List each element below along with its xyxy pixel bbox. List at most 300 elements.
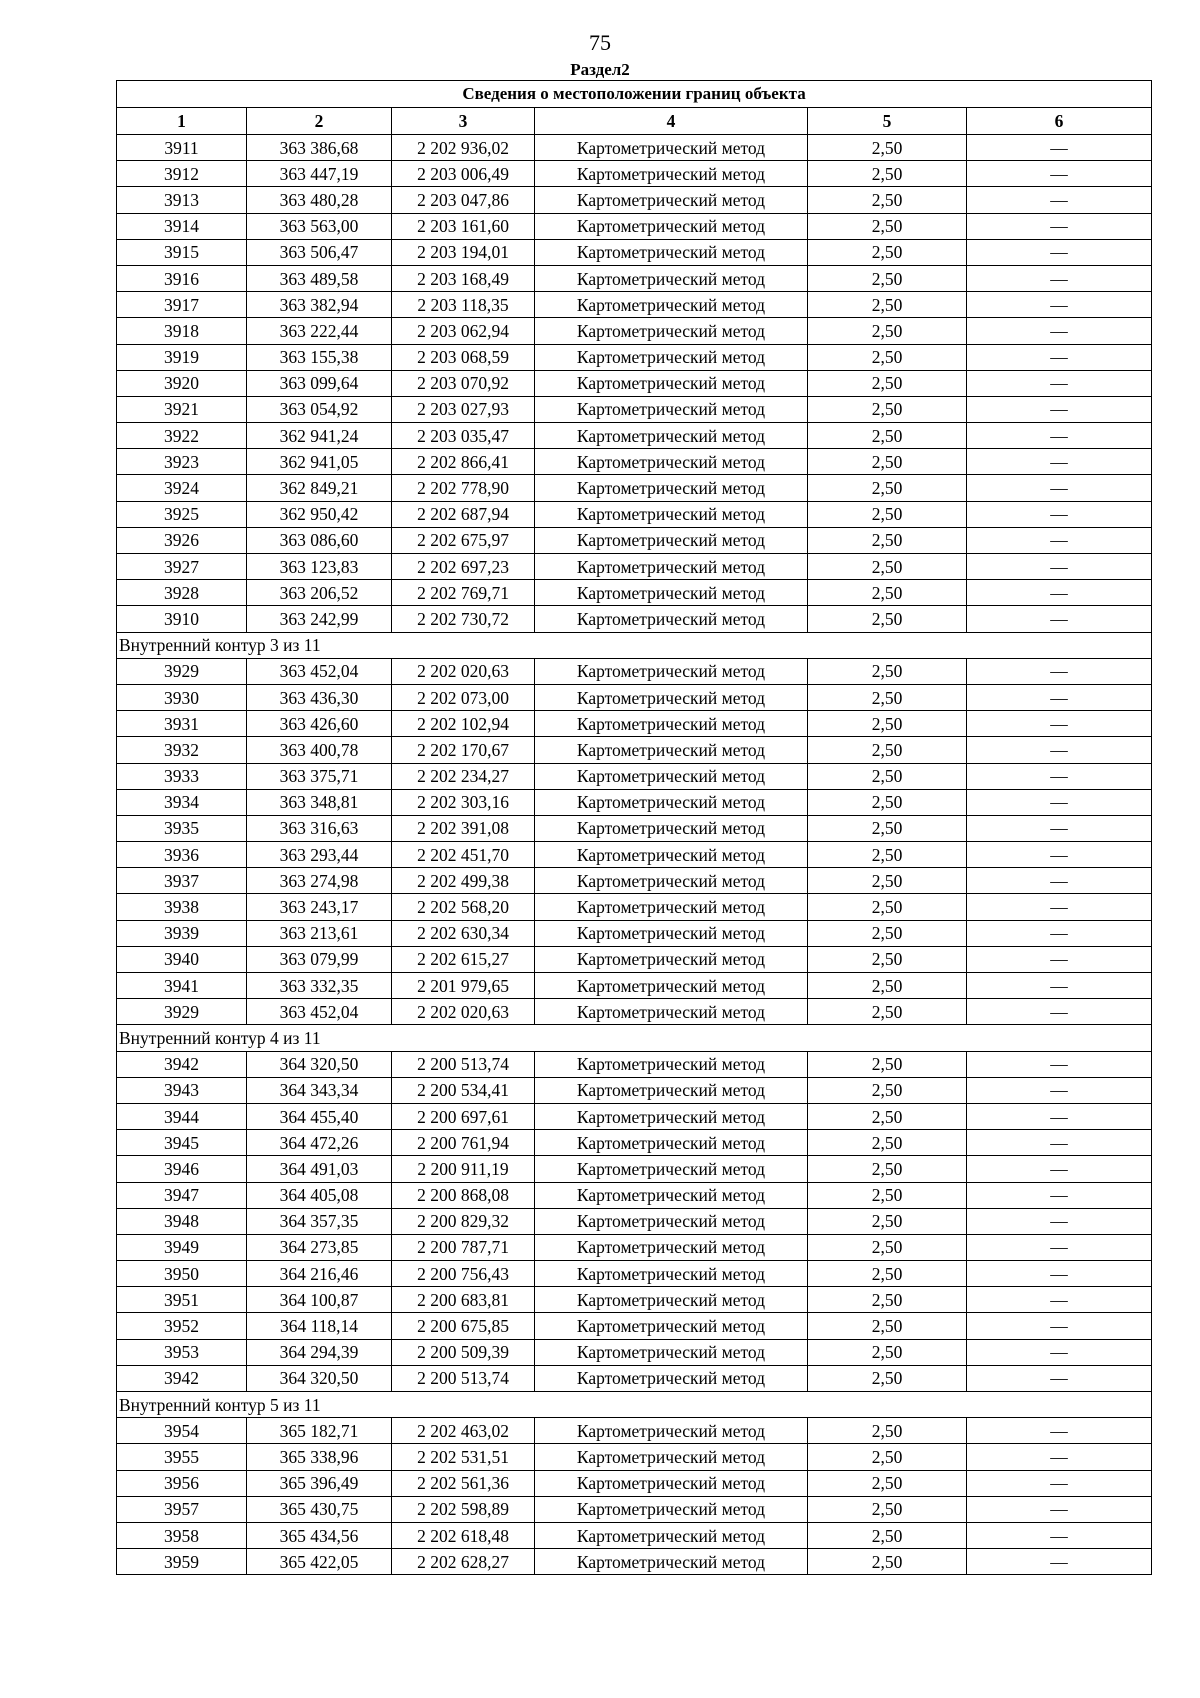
determination-method-cell: Картометрический метод (535, 1103, 808, 1129)
point-number-cell: 3956 (117, 1470, 247, 1496)
coordinate-y-cell: 2 202 170,67 (392, 737, 535, 763)
coordinate-y-cell: 2 203 118,35 (392, 292, 535, 318)
coordinate-x-cell: 364 343,34 (247, 1077, 392, 1103)
coordinate-y-cell: 2 202 615,27 (392, 946, 535, 972)
table-row (117, 265, 1152, 291)
point-number-cell: 3924 (117, 475, 247, 501)
description-cell: — (967, 920, 1152, 946)
description-cell: — (967, 1339, 1152, 1365)
point-number-cell: 3914 (117, 213, 247, 239)
determination-method-cell: Картометрический метод (535, 135, 808, 161)
table-row (117, 868, 1152, 894)
determination-method-cell: Картометрический метод (535, 265, 808, 291)
table-row (117, 475, 1152, 501)
determination-method-cell: Картометрический метод (535, 1077, 808, 1103)
description-cell: — (967, 815, 1152, 841)
accuracy-cell: 2,50 (808, 1156, 967, 1182)
description-cell: — (967, 187, 1152, 213)
coordinate-y-cell: 2 203 047,86 (392, 187, 535, 213)
description-cell: — (967, 1103, 1152, 1129)
point-number-cell: 3948 (117, 1208, 247, 1234)
accuracy-cell: 2,50 (808, 1339, 967, 1365)
table-row (117, 1496, 1152, 1522)
table-row (117, 1234, 1152, 1260)
table-row (117, 1077, 1152, 1103)
accuracy-cell: 2,50 (808, 239, 967, 265)
table-row (117, 449, 1152, 475)
description-cell: — (967, 711, 1152, 737)
coordinate-y-cell: 2 202 778,90 (392, 475, 535, 501)
determination-method-cell: Картометрический метод (535, 396, 808, 422)
table-row (117, 658, 1152, 684)
accuracy-cell: 2,50 (808, 1470, 967, 1496)
table-row (117, 1156, 1152, 1182)
accuracy-cell: 2,50 (808, 1365, 967, 1391)
point-number-cell: 3936 (117, 842, 247, 868)
accuracy-cell: 2,50 (808, 318, 967, 344)
accuracy-cell: 2,50 (808, 1287, 967, 1313)
determination-method-cell: Картометрический метод (535, 684, 808, 710)
coordinate-x-cell: 363 099,64 (247, 370, 392, 396)
accuracy-cell: 2,50 (808, 1549, 967, 1575)
table-row (117, 842, 1152, 868)
determination-method-cell: Картометрический метод (535, 1051, 808, 1077)
determination-method-cell: Картометрический метод (535, 1549, 808, 1575)
point-number-cell: 3937 (117, 868, 247, 894)
coordinate-y-cell: 2 202 697,23 (392, 554, 535, 580)
coordinate-y-cell: 2 202 675,97 (392, 527, 535, 553)
description-cell: — (967, 213, 1152, 239)
accuracy-cell: 2,50 (808, 580, 967, 606)
coordinate-y-cell: 2 200 787,71 (392, 1234, 535, 1260)
coordinate-y-cell: 2 203 062,94 (392, 318, 535, 344)
coordinate-y-cell: 2 202 303,16 (392, 789, 535, 815)
determination-method-cell: Картометрический метод (535, 213, 808, 239)
accuracy-cell: 2,50 (808, 711, 967, 737)
accuracy-cell: 2,50 (808, 973, 967, 999)
table-row (117, 1470, 1152, 1496)
table-row (117, 1444, 1152, 1470)
determination-method-cell: Картометрический метод (535, 1130, 808, 1156)
determination-method-cell: Картометрический метод (535, 842, 808, 868)
point-number-cell: 3923 (117, 449, 247, 475)
point-number-cell: 3931 (117, 711, 247, 737)
point-number-cell: 3928 (117, 580, 247, 606)
coordinate-x-cell: 364 320,50 (247, 1051, 392, 1077)
description-cell: — (967, 973, 1152, 999)
point-number-cell: 3929 (117, 658, 247, 684)
coordinate-x-cell: 365 430,75 (247, 1496, 392, 1522)
description-cell: — (967, 1444, 1152, 1470)
contour-label: Внутренний контур 5 из 11 (117, 1392, 1152, 1418)
description-cell: — (967, 239, 1152, 265)
coordinate-x-cell: 363 086,60 (247, 527, 392, 553)
table-row (117, 1549, 1152, 1575)
coordinate-y-cell: 2 200 697,61 (392, 1103, 535, 1129)
coordinate-x-cell: 363 489,58 (247, 265, 392, 291)
description-cell: — (967, 894, 1152, 920)
coordinate-y-cell: 2 203 161,60 (392, 213, 535, 239)
coordinate-y-cell: 2 202 628,27 (392, 1549, 535, 1575)
determination-method-cell: Картометрический метод (535, 1365, 808, 1391)
point-number-cell: 3953 (117, 1339, 247, 1365)
table-row (117, 1103, 1152, 1129)
description-cell: — (967, 789, 1152, 815)
point-number-cell: 3918 (117, 318, 247, 344)
determination-method-cell: Картометрический метод (535, 658, 808, 684)
table-row (117, 1261, 1152, 1287)
point-number-cell: 3917 (117, 292, 247, 318)
determination-method-cell: Картометрический метод (535, 815, 808, 841)
coordinate-y-cell: 2 202 451,70 (392, 842, 535, 868)
point-number-cell: 3959 (117, 1549, 247, 1575)
column-number: 4 (535, 108, 808, 135)
boundary-coordinates-table (116, 80, 1152, 1575)
coordinate-x-cell: 364 320,50 (247, 1365, 392, 1391)
coordinate-y-cell: 2 202 618,48 (392, 1522, 535, 1548)
determination-method-cell: Картометрический метод (535, 370, 808, 396)
table-row (117, 1339, 1152, 1365)
table-row (117, 789, 1152, 815)
coordinate-x-cell: 363 079,99 (247, 946, 392, 972)
determination-method-cell: Картометрический метод (535, 1234, 808, 1260)
determination-method-cell: Картометрический метод (535, 344, 808, 370)
coordinate-x-cell: 364 472,26 (247, 1130, 392, 1156)
coordinate-y-cell: 2 202 687,94 (392, 501, 535, 527)
table-caption: Сведения о местоположении границ объекта (117, 81, 1152, 108)
coordinate-y-cell: 2 202 630,34 (392, 920, 535, 946)
coordinate-y-cell: 2 200 829,32 (392, 1208, 535, 1234)
table-row (117, 1182, 1152, 1208)
description-cell: — (967, 1234, 1152, 1260)
point-number-cell: 3930 (117, 684, 247, 710)
accuracy-cell: 2,50 (808, 1234, 967, 1260)
accuracy-cell: 2,50 (808, 213, 967, 239)
description-cell: — (967, 344, 1152, 370)
coordinate-y-cell: 2 202 598,89 (392, 1496, 535, 1522)
description-cell: — (967, 1156, 1152, 1182)
determination-method-cell: Картометрический метод (535, 1418, 808, 1444)
accuracy-cell: 2,50 (808, 187, 967, 213)
accuracy-cell: 2,50 (808, 789, 967, 815)
determination-method-cell: Картометрический метод (535, 763, 808, 789)
coordinate-y-cell: 2 203 068,59 (392, 344, 535, 370)
determination-method-cell: Картометрический метод (535, 187, 808, 213)
table-row (117, 737, 1152, 763)
determination-method-cell: Картометрический метод (535, 868, 808, 894)
coordinate-x-cell: 363 155,38 (247, 344, 392, 370)
coordinate-y-cell: 2 200 868,08 (392, 1182, 535, 1208)
coordinate-x-cell: 363 293,44 (247, 842, 392, 868)
table-row (117, 1287, 1152, 1313)
determination-method-cell: Картометрический метод (535, 1444, 808, 1470)
description-cell: — (967, 135, 1152, 161)
point-number-cell: 3927 (117, 554, 247, 580)
coordinate-x-cell: 363 426,60 (247, 711, 392, 737)
determination-method-cell: Картометрический метод (535, 475, 808, 501)
determination-method-cell: Картометрический метод (535, 161, 808, 187)
coordinate-x-cell: 362 849,21 (247, 475, 392, 501)
accuracy-cell: 2,50 (808, 265, 967, 291)
point-number-cell: 3910 (117, 606, 247, 632)
accuracy-cell: 2,50 (808, 370, 967, 396)
coordinate-y-cell: 2 202 866,41 (392, 449, 535, 475)
description-cell: — (967, 161, 1152, 187)
coordinate-y-cell: 2 200 509,39 (392, 1339, 535, 1365)
description-cell: — (967, 1365, 1152, 1391)
coordinate-y-cell: 2 203 027,93 (392, 396, 535, 422)
accuracy-cell: 2,50 (808, 396, 967, 422)
accuracy-cell: 2,50 (808, 894, 967, 920)
coordinate-y-cell: 2 202 234,27 (392, 763, 535, 789)
point-number-cell: 3942 (117, 1051, 247, 1077)
table-row (117, 606, 1152, 632)
point-number-cell: 3954 (117, 1418, 247, 1444)
coordinate-x-cell: 363 480,28 (247, 187, 392, 213)
table-row (117, 501, 1152, 527)
description-cell: — (967, 580, 1152, 606)
accuracy-cell: 2,50 (808, 763, 967, 789)
table-row (117, 213, 1152, 239)
coordinate-y-cell: 2 203 006,49 (392, 161, 535, 187)
coordinate-x-cell: 364 294,39 (247, 1339, 392, 1365)
table-row (117, 684, 1152, 710)
table-row (117, 946, 1152, 972)
column-number: 6 (967, 108, 1152, 135)
point-number-cell: 3951 (117, 1287, 247, 1313)
determination-method-cell: Картометрический метод (535, 1287, 808, 1313)
point-number-cell: 3955 (117, 1444, 247, 1470)
description-cell: — (967, 1261, 1152, 1287)
determination-method-cell: Картометрический метод (535, 711, 808, 737)
description-cell: — (967, 1130, 1152, 1156)
determination-method-cell: Картометрический метод (535, 920, 808, 946)
determination-method-cell: Картометрический метод (535, 1470, 808, 1496)
accuracy-cell: 2,50 (808, 554, 967, 580)
accuracy-cell: 2,50 (808, 999, 967, 1025)
accuracy-cell: 2,50 (808, 292, 967, 318)
coordinate-x-cell: 363 452,04 (247, 999, 392, 1025)
coordinate-y-cell: 2 202 073,00 (392, 684, 535, 710)
accuracy-cell: 2,50 (808, 527, 967, 553)
coordinate-y-cell: 2 202 561,36 (392, 1470, 535, 1496)
column-number: 5 (808, 108, 967, 135)
coordinate-y-cell: 2 202 499,38 (392, 868, 535, 894)
coordinate-x-cell: 364 273,85 (247, 1234, 392, 1260)
accuracy-cell: 2,50 (808, 606, 967, 632)
accuracy-cell: 2,50 (808, 868, 967, 894)
section-title: Раздел2 (570, 60, 630, 79)
description-cell: — (967, 1418, 1152, 1444)
coordinate-x-cell: 363 243,17 (247, 894, 392, 920)
coordinate-x-cell: 362 941,24 (247, 423, 392, 449)
description-cell: — (967, 265, 1152, 291)
determination-method-cell: Картометрический метод (535, 789, 808, 815)
table-row (117, 370, 1152, 396)
determination-method-cell: Картометрический метод (535, 580, 808, 606)
coordinate-x-cell: 363 242,99 (247, 606, 392, 632)
coordinate-y-cell: 2 200 513,74 (392, 1365, 535, 1391)
description-cell: — (967, 606, 1152, 632)
coordinate-y-cell: 2 200 761,94 (392, 1130, 535, 1156)
coordinate-x-cell: 363 348,81 (247, 789, 392, 815)
determination-method-cell: Картометрический метод (535, 554, 808, 580)
coordinate-x-cell: 364 491,03 (247, 1156, 392, 1182)
coordinate-x-cell: 364 100,87 (247, 1287, 392, 1313)
point-number-cell: 3912 (117, 161, 247, 187)
coordinate-x-cell: 363 123,83 (247, 554, 392, 580)
accuracy-cell: 2,50 (808, 1522, 967, 1548)
determination-method-cell: Картометрический метод (535, 423, 808, 449)
table-row (117, 135, 1152, 161)
coordinate-x-cell: 363 506,47 (247, 239, 392, 265)
accuracy-cell: 2,50 (808, 1051, 967, 1077)
description-cell: — (967, 763, 1152, 789)
coordinate-x-cell: 363 222,44 (247, 318, 392, 344)
coordinate-y-cell: 2 202 936,02 (392, 135, 535, 161)
point-number-cell: 3932 (117, 737, 247, 763)
contour-label: Внутренний контур 3 из 11 (117, 632, 1152, 658)
accuracy-cell: 2,50 (808, 1182, 967, 1208)
description-cell: — (967, 1051, 1152, 1077)
coordinate-x-cell: 363 054,92 (247, 396, 392, 422)
accuracy-cell: 2,50 (808, 449, 967, 475)
coordinate-x-cell: 363 447,19 (247, 161, 392, 187)
description-cell: — (967, 842, 1152, 868)
description-cell: — (967, 370, 1152, 396)
coordinate-y-cell: 2 202 391,08 (392, 815, 535, 841)
coordinate-x-cell: 364 455,40 (247, 1103, 392, 1129)
coordinate-y-cell: 2 202 102,94 (392, 711, 535, 737)
coordinate-y-cell: 2 202 568,20 (392, 894, 535, 920)
coordinate-x-cell: 365 182,71 (247, 1418, 392, 1444)
coordinate-x-cell: 363 452,04 (247, 658, 392, 684)
point-number-cell: 3911 (117, 135, 247, 161)
coordinate-x-cell: 363 436,30 (247, 684, 392, 710)
table-row (117, 292, 1152, 318)
coordinate-y-cell: 2 203 035,47 (392, 423, 535, 449)
coordinate-y-cell: 2 201 979,65 (392, 973, 535, 999)
coordinate-y-cell: 2 203 070,92 (392, 370, 535, 396)
point-number-cell: 3922 (117, 423, 247, 449)
coordinate-x-cell: 364 357,35 (247, 1208, 392, 1234)
column-number: 1 (117, 108, 247, 135)
description-cell: — (967, 292, 1152, 318)
description-cell: — (967, 868, 1152, 894)
accuracy-cell: 2,50 (808, 946, 967, 972)
description-cell: — (967, 554, 1152, 580)
table-row (117, 1365, 1152, 1391)
accuracy-cell: 2,50 (808, 161, 967, 187)
description-cell: — (967, 658, 1152, 684)
contour-header-row (117, 632, 1152, 658)
coordinate-x-cell: 363 563,00 (247, 213, 392, 239)
table-row (117, 973, 1152, 999)
coordinate-x-cell: 363 332,35 (247, 973, 392, 999)
point-number-cell: 3957 (117, 1496, 247, 1522)
determination-method-cell: Картометрический метод (535, 946, 808, 972)
determination-method-cell: Картометрический метод (535, 606, 808, 632)
column-number-row (117, 108, 1152, 135)
description-cell: — (967, 1077, 1152, 1103)
coordinate-x-cell: 362 941,05 (247, 449, 392, 475)
point-number-cell: 3929 (117, 999, 247, 1025)
table-row (117, 1208, 1152, 1234)
coordinate-y-cell: 2 202 020,63 (392, 658, 535, 684)
point-number-cell: 3921 (117, 396, 247, 422)
point-number-cell: 3916 (117, 265, 247, 291)
description-cell: — (967, 475, 1152, 501)
determination-method-cell: Картометрический метод (535, 1208, 808, 1234)
point-number-cell: 3942 (117, 1365, 247, 1391)
determination-method-cell: Картометрический метод (535, 999, 808, 1025)
table-row (117, 711, 1152, 737)
table-row (117, 527, 1152, 553)
accuracy-cell: 2,50 (808, 1208, 967, 1234)
description-cell: — (967, 1313, 1152, 1339)
table-row (117, 161, 1152, 187)
accuracy-cell: 2,50 (808, 344, 967, 370)
coordinate-x-cell: 363 386,68 (247, 135, 392, 161)
point-number-cell: 3925 (117, 501, 247, 527)
description-cell: — (967, 999, 1152, 1025)
determination-method-cell: Картометрический метод (535, 318, 808, 344)
determination-method-cell: Картометрический метод (535, 501, 808, 527)
accuracy-cell: 2,50 (808, 737, 967, 763)
point-number-cell: 3945 (117, 1130, 247, 1156)
determination-method-cell: Картометрический метод (535, 1522, 808, 1548)
point-number-cell: 3935 (117, 815, 247, 841)
coordinate-x-cell: 363 316,63 (247, 815, 392, 841)
coordinate-x-cell: 365 434,56 (247, 1522, 392, 1548)
column-number: 3 (392, 108, 535, 135)
accuracy-cell: 2,50 (808, 1313, 967, 1339)
coordinate-y-cell: 2 202 769,71 (392, 580, 535, 606)
table-row (117, 815, 1152, 841)
table-row (117, 763, 1152, 789)
point-number-cell: 3938 (117, 894, 247, 920)
table-row (117, 239, 1152, 265)
coordinate-y-cell: 2 200 534,41 (392, 1077, 535, 1103)
table-row (117, 554, 1152, 580)
point-number-cell: 3947 (117, 1182, 247, 1208)
accuracy-cell: 2,50 (808, 684, 967, 710)
coordinate-x-cell: 363 206,52 (247, 580, 392, 606)
determination-method-cell: Картометрический метод (535, 527, 808, 553)
description-cell: — (967, 1549, 1152, 1575)
determination-method-cell: Картометрический метод (535, 449, 808, 475)
table-row (117, 920, 1152, 946)
table-row (117, 187, 1152, 213)
point-number-cell: 3939 (117, 920, 247, 946)
point-number-cell: 3943 (117, 1077, 247, 1103)
point-number-cell: 3934 (117, 789, 247, 815)
determination-method-cell: Картометрический метод (535, 1261, 808, 1287)
table-row (117, 318, 1152, 344)
coordinate-y-cell: 2 203 194,01 (392, 239, 535, 265)
determination-method-cell: Картометрический метод (535, 1496, 808, 1522)
table-row (117, 894, 1152, 920)
coordinate-y-cell: 2 202 730,72 (392, 606, 535, 632)
coordinate-x-cell: 363 375,71 (247, 763, 392, 789)
coordinate-y-cell: 2 202 463,02 (392, 1418, 535, 1444)
table-row (117, 423, 1152, 449)
accuracy-cell: 2,50 (808, 1444, 967, 1470)
description-cell: — (967, 527, 1152, 553)
accuracy-cell: 2,50 (808, 135, 967, 161)
description-cell: — (967, 946, 1152, 972)
description-cell: — (967, 449, 1152, 475)
